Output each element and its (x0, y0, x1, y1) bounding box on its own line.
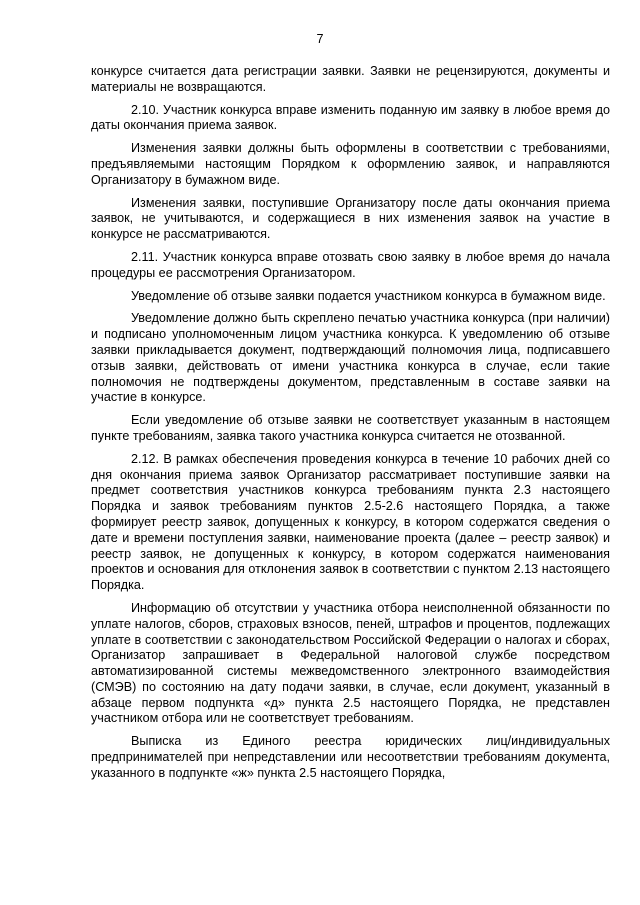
paragraph-2-11: 2.11. Участник конкурса вправе отозвать свою заявку в любое время до начала процедуры ее рассмотрения Организатором. (91, 249, 610, 280)
paragraph-2-10: 2.10. Участник конкурса вправе изменить поданную им заявку в любое время до даты окончания приема заявок. (91, 102, 610, 133)
paragraph-continuation: конкурсе считается дата регистрации заявки. Заявки не рецензируются, документы и материалы не возвращаются. (91, 64, 610, 94)
paragraph: Информацию об отсутствии у участника отбора неисполненной обязанности по уплате налогов, сборов, страховых взносов, пеней, штрафов и процентов, подлежащих уплате в соответствии с законодательством Российской Федерации о налогах и сборах, Организатор запрашивает в Федеральной налоговой службе посредством автоматизированной системы межведомственного электронного взаимодействия (СМЭВ) по состоянию на дату подачи заявки, в случае, если документ, указанный в абзаце первом подпункта «д» пункта 2.5 настоящего Порядка, не представлен участником отбора или не соответствует требованиям. (91, 600, 610, 726)
paragraph: Изменения заявки, поступившие Организатору после даты окончания приема заявок, не учитываются, и содержащиеся в них изменения заявок на участие в конкурсе не рассматриваются. (91, 195, 610, 242)
paragraph: Уведомление должно быть скреплено печатью участника конкурса (при наличии) и подписано уполномоченным лицом участника конкурса. К уведомлению об отзыве заявки прикладывается документ, подтверждающий полномочия лица, подписавшего отзыв заявки, действовать от имени участника конкурса в случае, если такие полномочия не подтверждены документом, представленным в составе заявки на участие в конкурсе. (91, 311, 610, 405)
paragraph: Изменения заявки должны быть оформлены в соответствии с требованиями, предъявляемыми настоящим Порядком к оформлению заявок, и направляются Организатору в бумажном виде. (91, 141, 610, 187)
document-body (91, 64, 610, 789)
page-number: 7 (316, 32, 324, 46)
paragraph: Уведомление об отзыве заявки подается участником конкурса в бумажном виде. (131, 288, 606, 303)
paragraph: Выписка из Единого реестра юридических лиц/индивидуальных предпринимателей при непредставлении или несоответствии требованиям документа, указанного в подпункте «ж» пункта 2.5 настоящего Порядка, (91, 734, 610, 780)
paragraph-2-12: 2.12. В рамках обеспечения проведения конкурса в течение 10 рабочих дней со дня окончания приема заявок Организатор рассматривает поступившие заявки на предмет соответствия участников конкурса требованиям пункта 2.3 настоящего Порядка и заявок требованиям пунктов 2.5-2.6 настоящего Порядка, а также формирует реестр заявок, допущенных к конкурсу, в котором содержатся сведения о дате и времени поступления заявки, наименование проекта (далее – реестр заявок) и реестр заявок, не допущенных к конкурсу, в котором содержатся наименования проектов и основания для отклонения заявок в соответствии с пунктом 2.13 настоящего Порядка. (91, 451, 610, 593)
paragraph: Если уведомление об отзыве заявки не соответствует указанным в настоящем пункте требованиям, заявка такого участника конкурса считается не отозванной. (91, 413, 610, 443)
